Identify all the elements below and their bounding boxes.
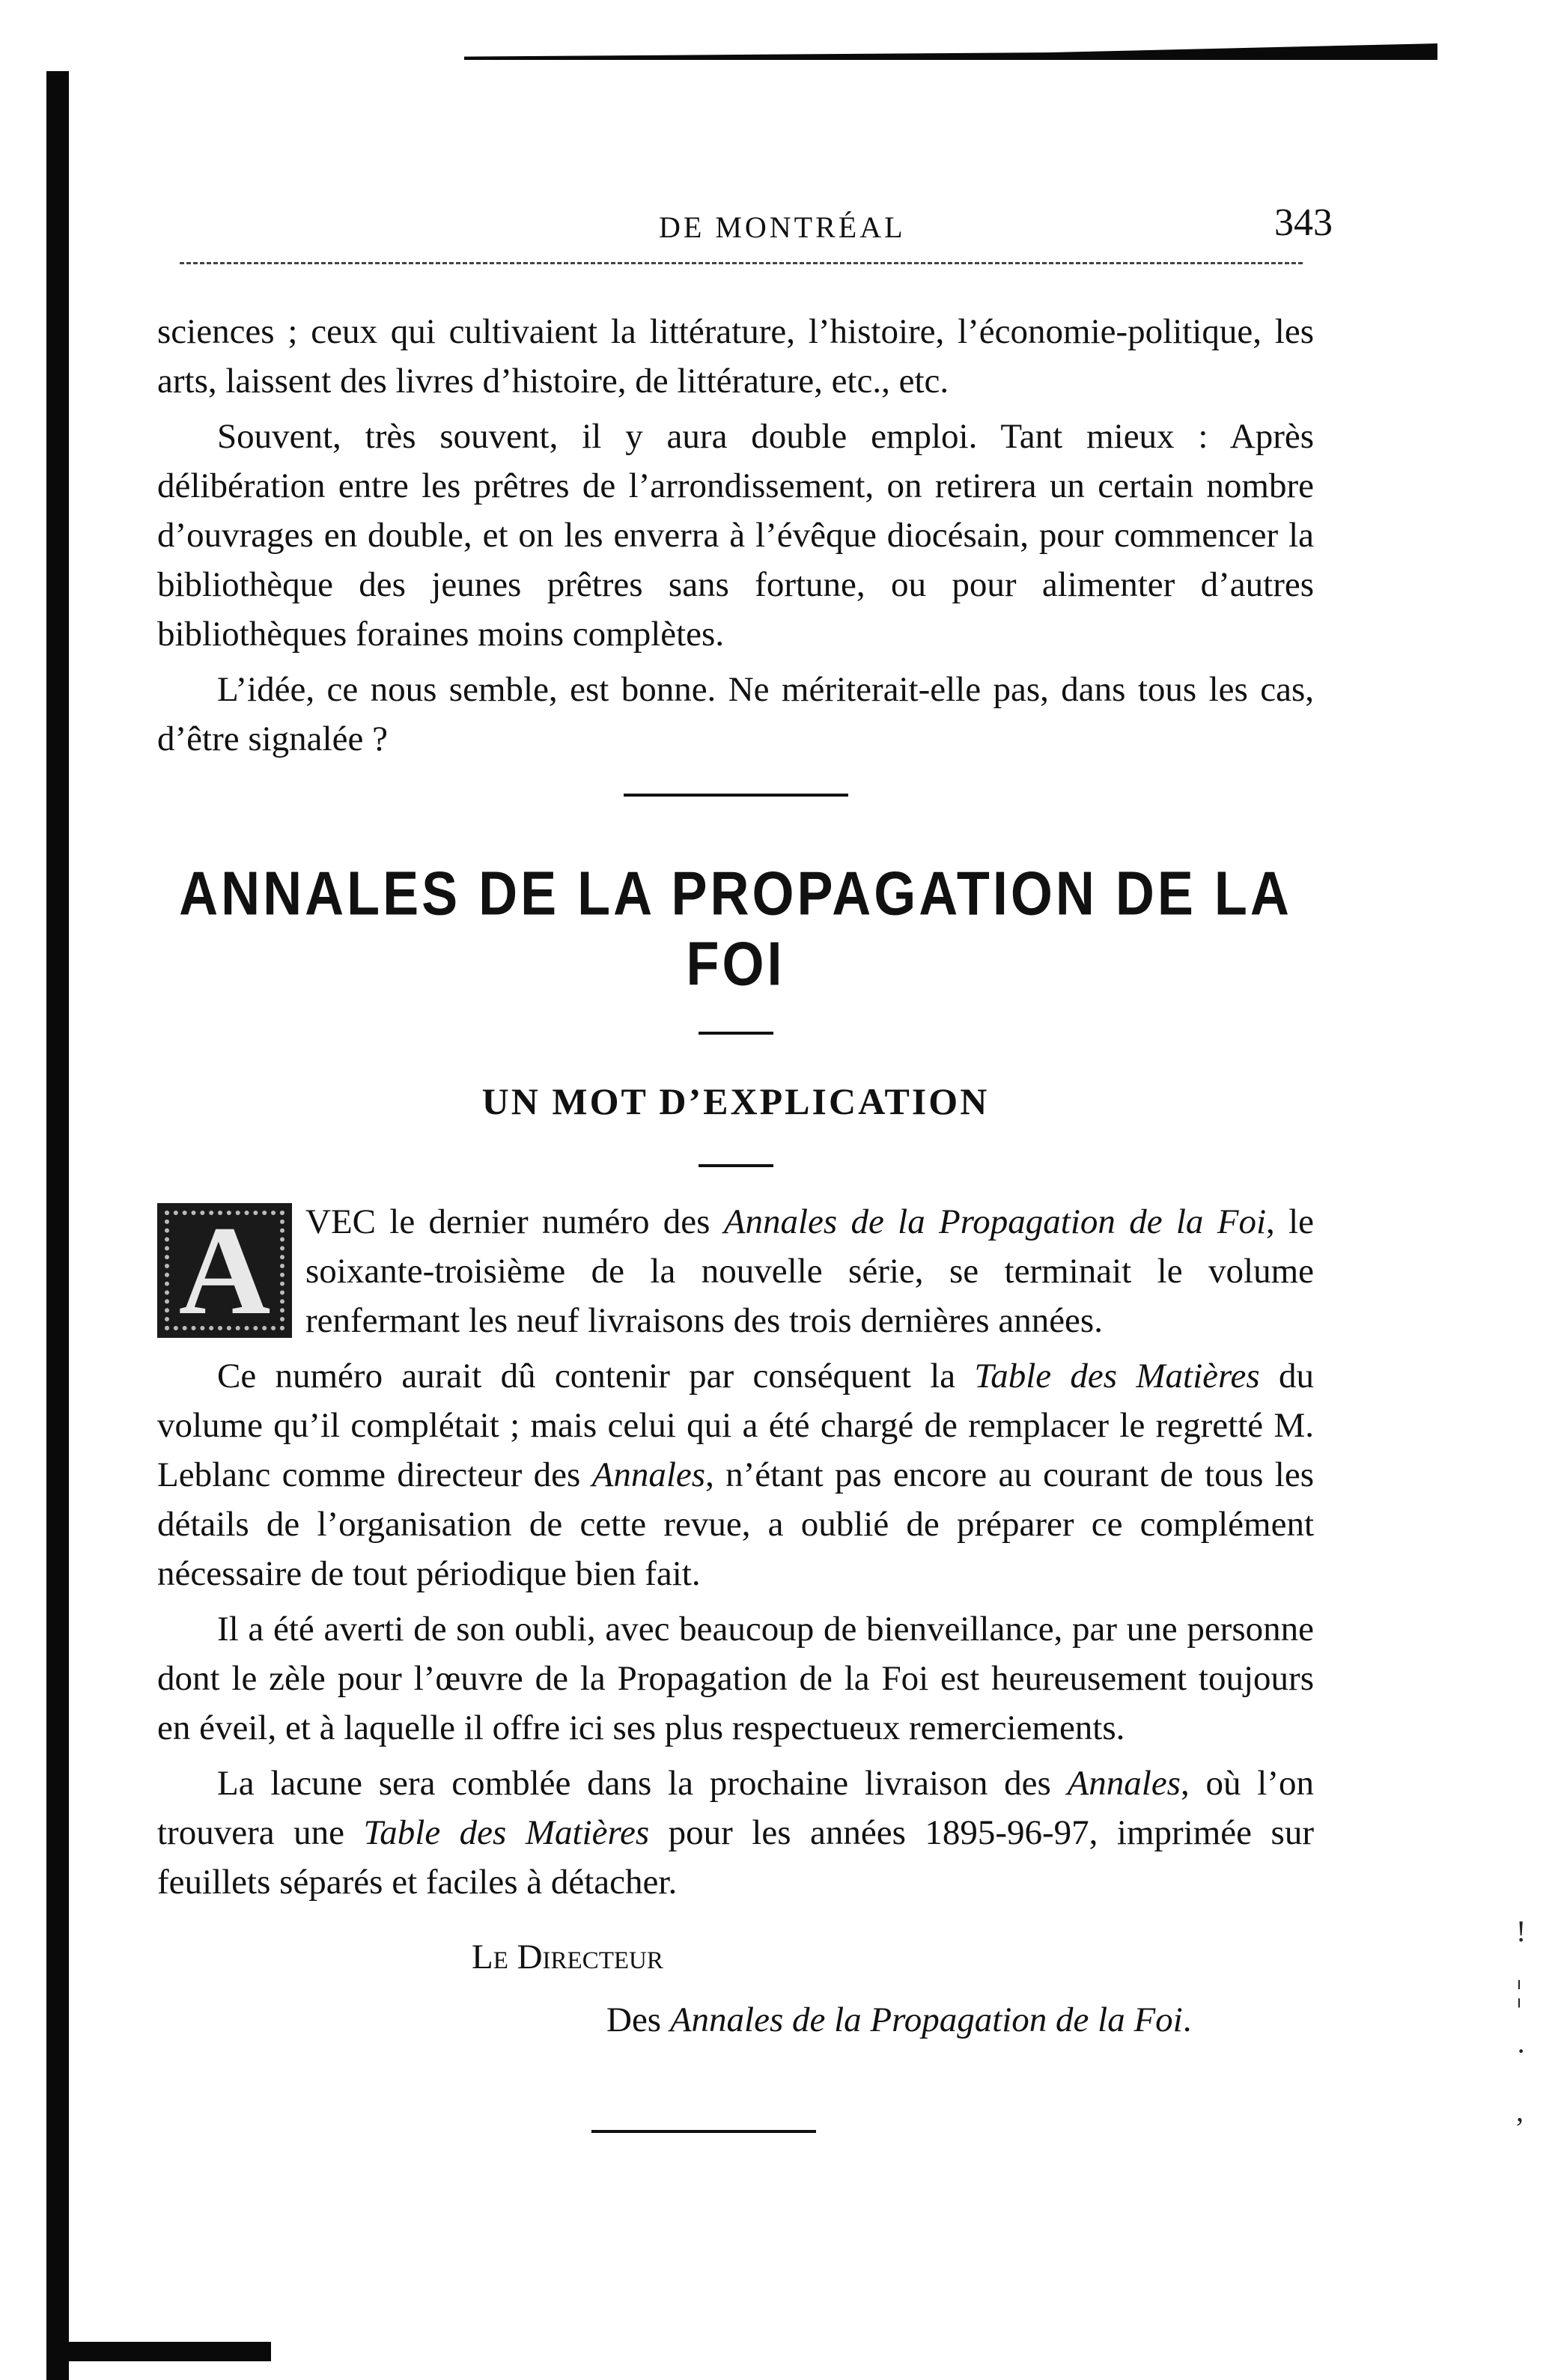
section-divider bbox=[624, 794, 848, 797]
running-head-title: DE MONTRÉAL bbox=[659, 210, 906, 244]
italic-title: Annales de la Propagation de la Foi bbox=[669, 2000, 1183, 2039]
italic-title: Annales bbox=[1067, 1764, 1181, 1803]
article-title: ANNALES DE LA PROPAGATION DE LA FOI bbox=[179, 859, 1292, 999]
text-run: , où l’on trouvera une bbox=[157, 1764, 1314, 1852]
paragraph-continuation: sciences ; ceux qui cultivaient la littérature, l’histoire, l’économie-politique, les arts, laissent des livres d’histoire, de littérature, etc., etc. bbox=[157, 312, 1314, 401]
article-subtitle: UN MOT D’EXPLICATION bbox=[481, 1080, 990, 1122]
text-run: , n’étant pas encore au courant de tous les détails de l’organisation de cette revue, a oublié de préparer ce complément nécessaire de tout périodique bien fait. bbox=[157, 1455, 1314, 1593]
text-run: . bbox=[1182, 2000, 1192, 2039]
paragraph-averti: Il a été averti de son oubli, avec beaucoup de bienveillance, par une personne dont le zèle pour l’œuvre de la Propagation de la Foi est heureusement toujours en éveil, et à laquelle il offre ici ses plus respectueux remerciements. bbox=[157, 1610, 1314, 1747]
text-run: du volume qu’il complétait ; mais celui qui a été chargé de remplacer le regretté M. Leblanc comme directeur des bbox=[157, 1357, 1314, 1494]
end-divider bbox=[591, 2130, 816, 2133]
subtitle-divider bbox=[699, 1164, 773, 1167]
text-run: pour les années 1895-96-97, imprimée sur feuillets séparés et faciles à détacher. bbox=[157, 1813, 1314, 1902]
paragraph-idee: L’idée, ce nous semble, est bonne. Ne mériterait-elle pas, dans tous les cas, d’être signalée ? bbox=[157, 670, 1314, 758]
title-divider bbox=[699, 1032, 773, 1035]
text-run: Ce numéro aurait dû contenir par conséquent la bbox=[217, 1357, 975, 1396]
paragraph-souvent: Souvent, très souvent, il y aura double emploi. Tant mieux : Après délibération entre les prêtres de l’arrondissement, on retirera un certain nombre d’ouvrages en double, et on les enverra à l’évêque diocésain, pour commencer la bibliothèque des jeunes prêtres sans fortune, ou pour alimenter d’autres bibliothèques foraines moins complètes. bbox=[157, 417, 1314, 654]
signature-publication bbox=[606, 2000, 1314, 2040]
running-head-rule bbox=[180, 262, 1303, 264]
paragraph-lacune bbox=[157, 1759, 1314, 1907]
italic-title: Annales bbox=[591, 1455, 706, 1494]
page-number: 343 bbox=[1274, 201, 1333, 244]
signature-title: Le Directeur bbox=[472, 1938, 663, 1976]
dropcap-letter: A bbox=[178, 1200, 271, 1341]
top-border-rule bbox=[464, 43, 1437, 60]
text-run: Des bbox=[606, 2000, 670, 2039]
bottom-binding-shadow bbox=[46, 2342, 271, 2361]
left-binding-shadow bbox=[46, 71, 69, 2380]
paragraph-numero bbox=[157, 1351, 1314, 1598]
running-head bbox=[135, 201, 1333, 253]
italic-title: Table des Matières bbox=[363, 1813, 650, 1852]
ornamental-dropcap bbox=[157, 1200, 292, 1341]
page-body bbox=[157, 307, 1314, 2133]
scan-specks: ! ¦ · , bbox=[1516, 1914, 1527, 2128]
paragraph-avec bbox=[157, 1197, 1314, 1345]
italic-title: Table des Matières bbox=[974, 1357, 1260, 1396]
text-run: VEC le dernier numéro des bbox=[305, 1202, 724, 1241]
italic-title: Annales de la Propagation de la Foi bbox=[723, 1202, 1267, 1241]
text-run: La lacune sera comblée dans la prochaine livraison des bbox=[217, 1764, 1068, 1803]
text-run: , le soixante-troisième de la nouvelle série, se terminait le volume renfermant les neuf livraisons des trois dernières années. bbox=[305, 1202, 1314, 1340]
